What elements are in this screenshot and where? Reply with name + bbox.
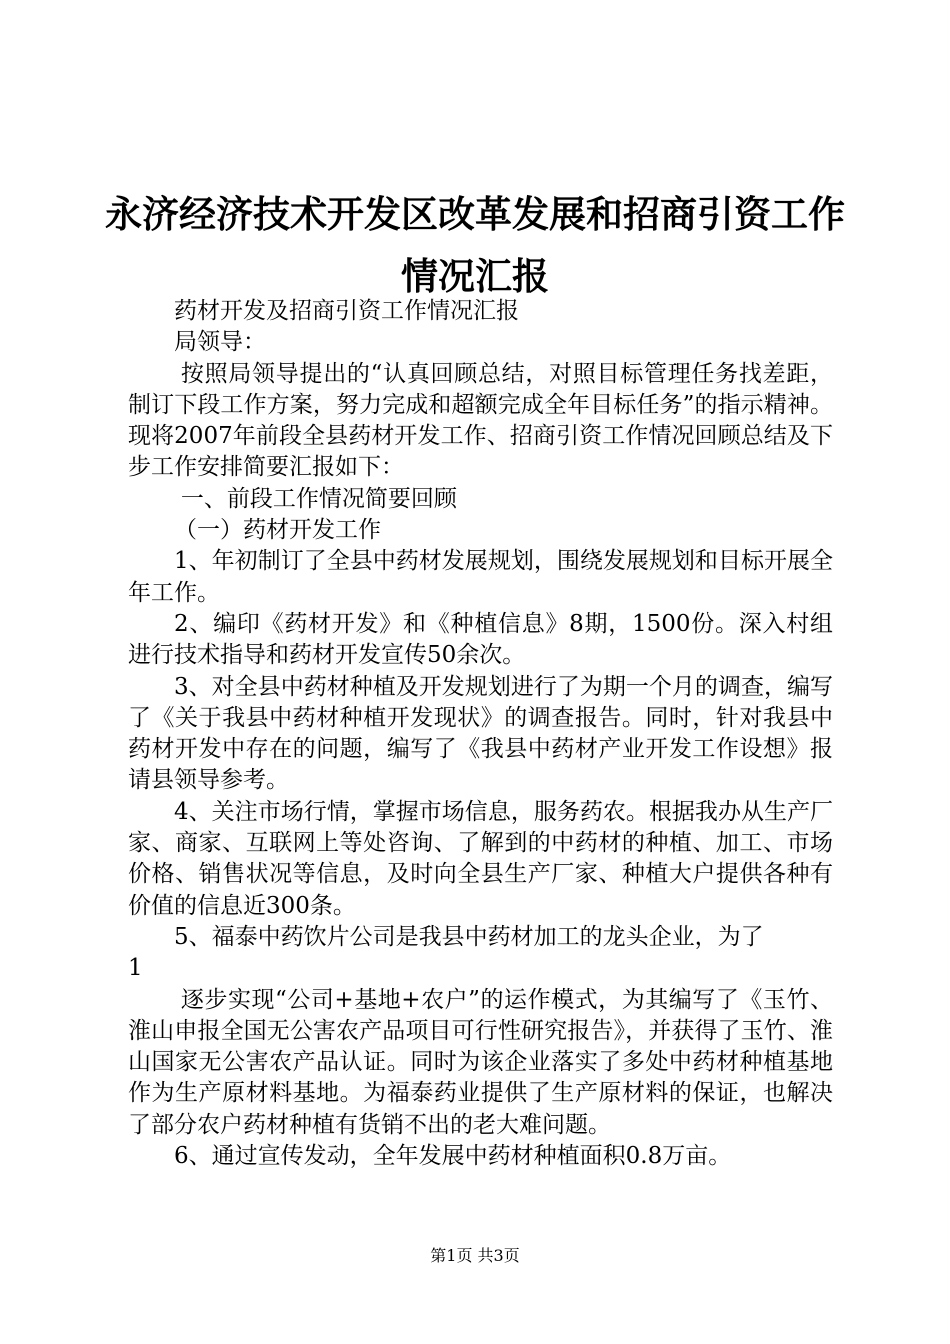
document-title: [100, 183, 850, 307]
title-line-1: 永济经济技术开发区改革发展和招商引资工作: [105, 192, 845, 236]
item-paragraph-5: 5、福泰中药饮片公司是我县中药材加工的龙头企业，为了: [174, 923, 764, 950]
subsection-heading: （一）药材开发工作: [174, 517, 381, 544]
inline-page-number: 1: [128, 955, 143, 982]
intro-paragraph: 按照局领导提出的“认真回顾总结，对照目标管理任务找差距，制订下段工作方案，努力完成和超额完成全年目标任务”的指示精神。现将2007年前段全县药材开发工作、招商引资工作情况回顾总结及下步工作安排简要汇报如下：: [128, 360, 833, 481]
document-body: [128, 296, 833, 1172]
item-paragraph-3: 3、对全县中药材种植及开发规划进行了为期一个月的调查，编写了《关于我县中药材种植开发现状》的调查报告。同时，针对我县中药材开发中存在的问题，编写了《我县中药材产业开发工作设想》报请县领导参考。: [128, 673, 833, 794]
item-paragraph-2: 2、编印《药材开发》和《种植信息》8期，1500份。深入村组进行技术指导和药材开发宣传50余次。: [128, 610, 833, 669]
item-paragraph-6: 6、通过宣传发动，全年发展中药材种植面积0.8万亩。: [174, 1143, 732, 1170]
item-paragraph-1: 1、年初制订了全县中药材发展规划，围绕发展规划和目标开展全年工作。: [128, 548, 833, 606]
section-heading: 一、前段工作情况简要回顾: [180, 485, 457, 512]
title-line-2: 情况汇报: [401, 254, 549, 298]
subtitle-paragraph: 药材开发及招商引资工作情况汇报: [174, 298, 519, 324]
item-paragraph-4: 4、关注市场行情，掌握市场信息，服务药农。根据我办从生产厂家、商家、互联网上等处咨询、了解到的中药材的种植、加工、市场价格、销售状况等信息，及时向全县生产厂家、种植大户提供各种有价值的信息近300条。: [128, 798, 833, 919]
continuation-paragraph: 逐步实现“公司+基地+农户”的运作模式，为其编写了《玉竹、淮山申报全国无公害农产品项目可行性研究报告》，并获得了玉竹、淮山国家无公害农产品认证。同时为该企业落实了多处中药材种植基地作为生产原材料基地。为福泰药业提供了生产原材料的保证，也解决了部分农户药材种植有货销不出的老大难问题。: [128, 986, 833, 1138]
salutation-paragraph: 局领导：: [174, 329, 266, 356]
page-footer: 第1页 共3页: [430, 1246, 520, 1265]
